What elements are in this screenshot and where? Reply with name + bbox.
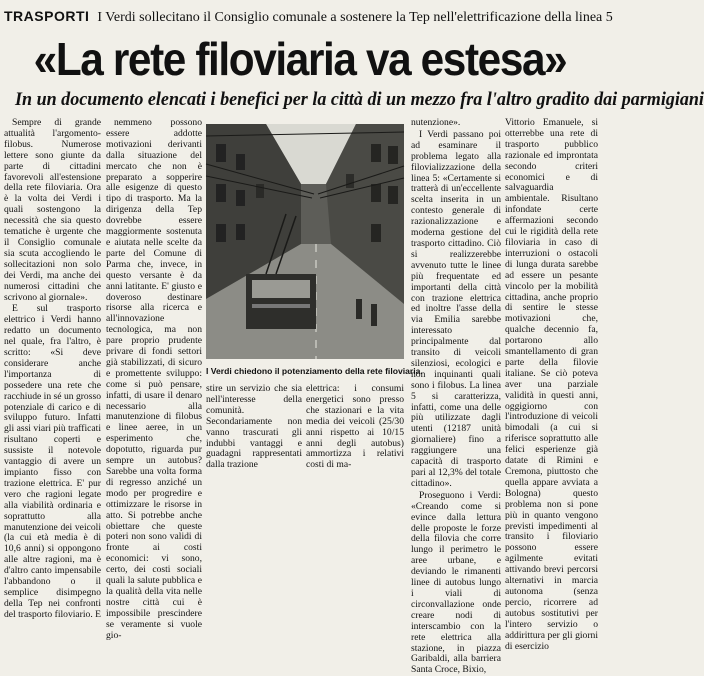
paragraph: elettrica: i consumi energetici sono presso che stazionari e la vita media dei veicoli (25/30 anni rispetto ai 10/15 anni degli autobus) ammortizza i relativi costi di ma- — [306, 383, 404, 471]
paragraph: Proseguono i Verdi: «Creando come si evince dalla lettura delle proposte le forze della filovia che corre lungo il perimetro le aree urbane, e deviando le rimanenti linee di autobus lungo i viali di circonvallazione onde creare nodi di interscambio con la rete elettrica alla stazione, in piazza Garibaldi, alla barriera Santa Croce, Bixio, — [411, 489, 501, 676]
kicker-row — [4, 8, 613, 28]
subheadline: In un documento elencati i benefici per la città di un mezzo fra l'altro gradito dai parmigiani — [15, 89, 704, 110]
article-column-4 — [505, 117, 598, 652]
paragraph: nemmeno possono essere addotte motivazioni derivanti dalla situazione del mercato che non è preparato a sopperire alle esigenze di questo tipo di trasporto. Ma la dirigenza della Tep dovrebbe essere maggiormente sostenuta e aiutata nelle scelte da parte del Comune di Parma che, invece, in questo versante è da anni latitante. E' giusto e doveroso destinare risorse alla ricerca e all'innovazione tecnologica, ma non pare proprio prudente privare di fondi settori già stabilizzati, di sicuro e promettente sviluppo: come si può pensare, infatti, di usare il denaro necessario alla manutenzione di filobus e linee aeree, in un esperimento che, dopotutto, riguarda pur sempre un autobus? Sarebbe una volta forma di regresso anziché un modo per progredire e ottimizzare le risorse in atto. Si potrebbe anche obiettare che queste poteri non sono validi di fronte ai costi economici: vi sono, certo, dei costi sociali quali la salute pubblica e la qualità della vita nelle nostre città cui è impossibile prescindere se veramente si vuole gio- — [106, 117, 202, 641]
article-column-under-photo-2 — [306, 383, 404, 471]
paragraph: nutenzione». — [411, 117, 461, 128]
article-column-2 — [106, 117, 202, 641]
kicker: I Verdi sollecitano il Consiglio comunale a sostenere la Tep nell'elettrificazione della linea 5 — [97, 10, 613, 25]
photo-caption: I Verdi chiedono il potenziamento della rete filoviaria. — [206, 362, 404, 380]
paragraph: stire un servizio che sia nell'interesse della comunità. Secondariamente non vanno trascurati gli indubbi vantaggi e guadagni rappresentati dalla trazione — [206, 383, 302, 471]
article-column-under-photo-1 — [206, 383, 302, 471]
paragraph: E sul trasporto elettrico i Verdi hanno redatto un documento nel quale, fra l'altro, è scritto: «Si deve considerare anche l'importanza di possedere una rete che racchiude in sé un grosso potenziale di carico e di sviluppo futuro. Infatti gli assi viari più trafficati risultano coperti e sussiste il notevole vantaggio di avere un impianto fisso con trazione elettrica. E' pur vero che ragioni legate alla viabilità ordinaria e soprattutto alla manutenzione dei veicoli (la cui età media è di 10,6 anni) si oppongono alle altre ragioni, ma è d'altro canto impensabile l'abbandono o il semplice disimpegno della Tep nei confronti del trasporto filoviario. E — [4, 303, 101, 620]
headline: «La rete filoviaria va estesa» — [33, 33, 567, 85]
paragraph: Sempre di grande attualità l'argomento-filobus. Numerose lettere sono giunte da parte di cittadini favorevoli all'estensione della rete filoviaria. Ora è la volta dei Verdi i quali sostengono la necessità che sia questo tematiche è urgente che il Consiglio comunale sia scuta accogliendo le sollecitazioni non solo dei Verdi, ma anche dei numerosi cittadini che scrivono al giornale». — [4, 117, 101, 303]
article-column-3 — [411, 117, 501, 676]
paragraph: I Verdi passano poi ad esaminare il problema legato alla filovializzazione della linea 5: «Certamente si tratterà di un'eccellente scelta inserita in un contesto generale di razionalizzazione e moderna gestione del trasporto cittadino. Ciò si realizzerebbe avvenuto tutte le linee più frequentate ed importanti della città con trazione elettrica ed inoltre l'asse della via Emilia sarebbe interessato principalmente dal transito di veicoli silenziosi, ecologici e non inquinanti quali sono i filobus. La linea 5 si caratterizza, infatti, come una delle più utilizzate dagli utenti (12187 unità giornaliere) fino a raggiungere una capacità di trasporto pari al 12,3% del totale cittadino». — [411, 128, 501, 489]
trolleybus-street-image — [206, 124, 404, 359]
section-label: TRASPORTI — [4, 8, 90, 24]
article-column-1 — [4, 117, 101, 620]
street-photo — [206, 124, 404, 359]
paragraph: Vittorio Emanuele, si otterrebbe una rete di trasporto pubblico razionale ed improntata secondo criteri economici e di salvaguardia ambientale. Risultano infondate certe affermazioni secondo cui le rigidità della rete filoviaria in caso di interruzioni o ostacoli di lunga durata sarebbe ad essere un pesante vincolo per la mobilità cittadina, anche proprio di sentire le stesse motivazioni che, qualche decennio fa, portarono allo smantellamento di gran parte della filovie italiane. Se ciò poteva aver una parziale validità in questi anni, oggigiorno con l'introduzione di veicoli bimodali (a cui si riferisce soprattutto alle felici esperienze già datate di Rimini e Cremona, piuttosto che quella appare avviata a Bologna) questo problema non si pone più in quanto vengono previsti impedimenti al transito i filoviario possono essere agilmente evitati attivando brevi percorsi alternativi in marcia autonoma (senza percio, ricorrere ad autobus sostitutivi per l'intero servizio o addirittura per gli giorni di esercizio — [505, 117, 598, 652]
